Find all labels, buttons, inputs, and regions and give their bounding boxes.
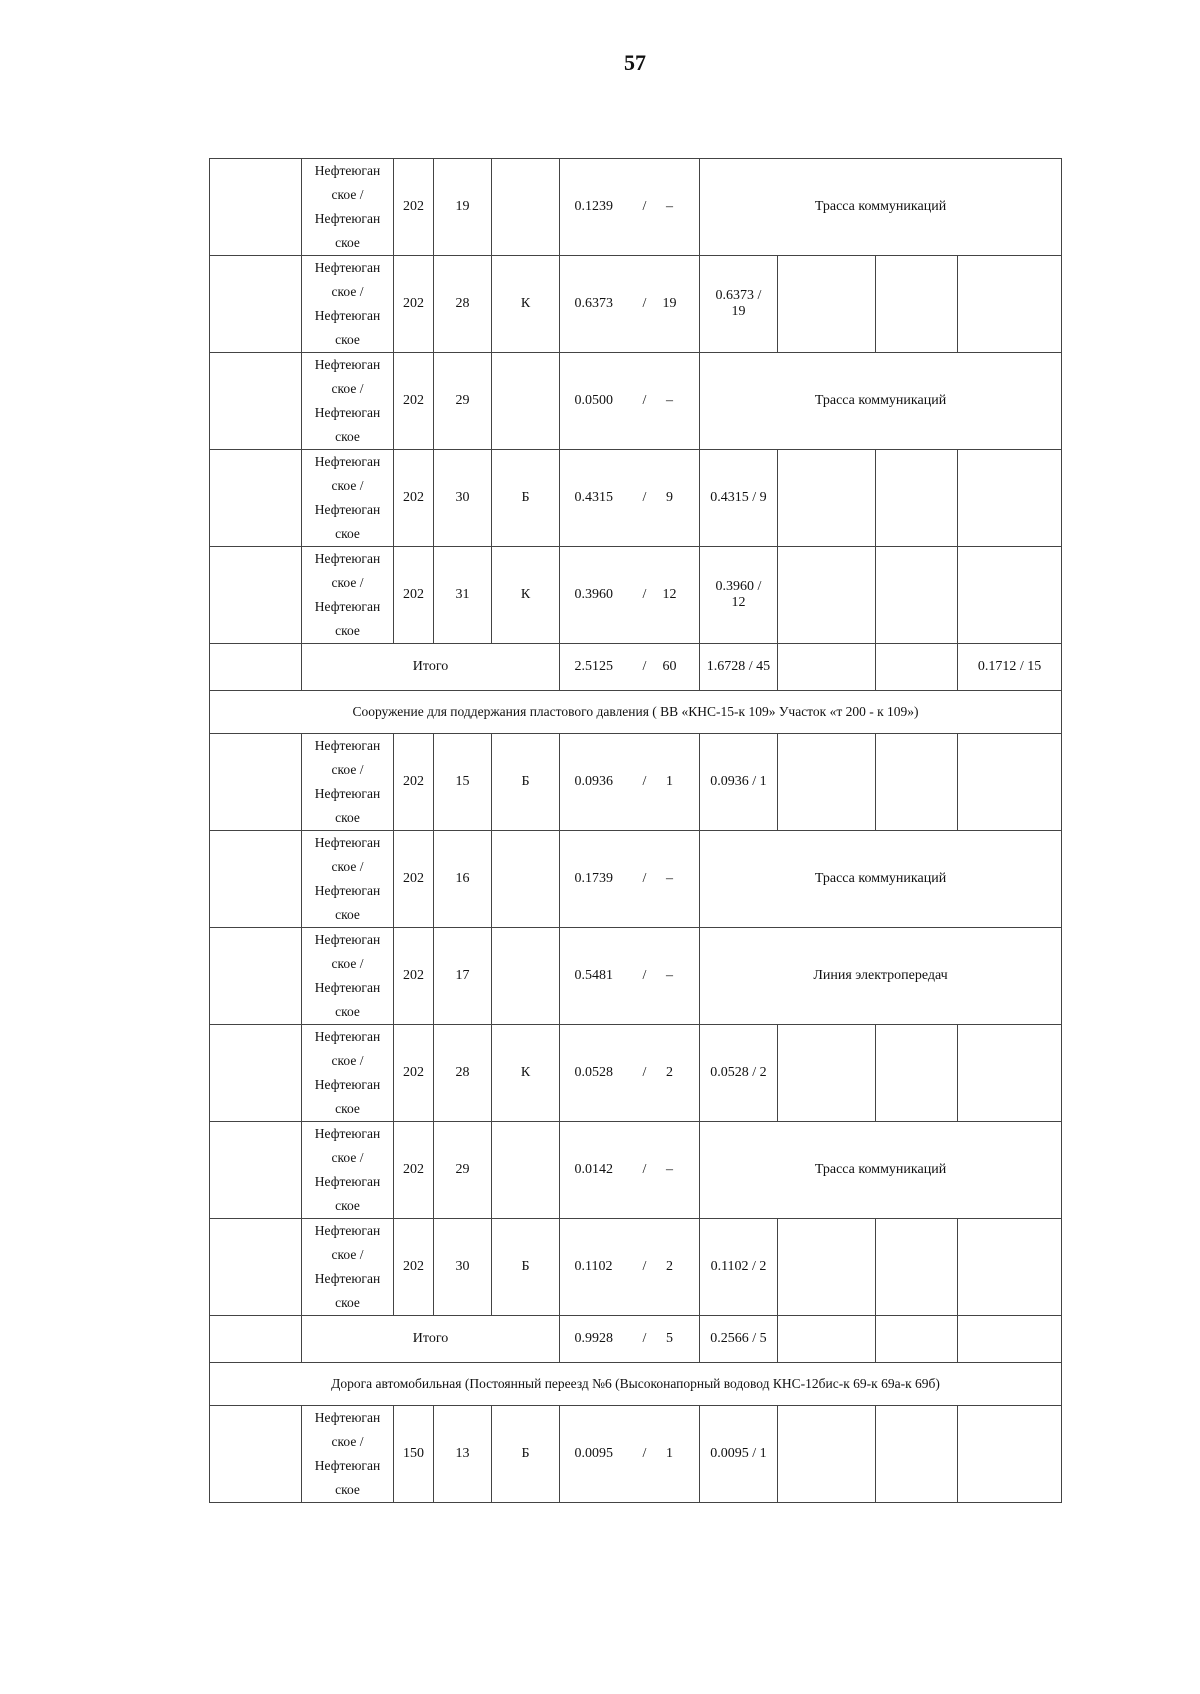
- forestry-name-line: Нефтеюган: [314, 260, 381, 275]
- category-4-value: 0.1712 / 15: [958, 644, 1062, 691]
- quarter-number: 150: [394, 1406, 434, 1503]
- area-value: 0.0936: [574, 774, 613, 789]
- forestry-name-line: Нефтеюган: [314, 211, 381, 226]
- table-row: [210, 734, 1062, 831]
- area-separator: /: [642, 296, 647, 311]
- empty-cell: [210, 547, 302, 644]
- area-separator: /: [642, 490, 647, 505]
- area-cell: [560, 1122, 700, 1219]
- table-row: [210, 159, 1062, 256]
- area-cell: [560, 928, 700, 1025]
- forestry-name-line: ское: [335, 907, 360, 922]
- empty-cell: [210, 928, 302, 1025]
- tree-count: 12: [662, 587, 677, 602]
- quarter-number: 202: [394, 547, 434, 644]
- category-4-value: [958, 1316, 1062, 1363]
- category-2-value: [778, 1316, 876, 1363]
- forestry-name-line: ское: [335, 429, 360, 444]
- forestry-name-line: Нефтеюган: [314, 551, 381, 566]
- section-title: Сооружение для поддержания пластового давления ( ВВ «КНС-15-к 109» Участок «т 200 - к 109»): [210, 691, 1062, 734]
- note: Линия электропередач: [700, 928, 1062, 1025]
- note: Трасса коммуникаций: [700, 831, 1062, 928]
- tree-count: 2: [666, 1259, 673, 1274]
- category-mark: Б: [492, 734, 560, 831]
- forestry-name-line: ское: [335, 810, 360, 825]
- tree-count: –: [666, 393, 673, 408]
- quarter-number: 202: [394, 1025, 434, 1122]
- category-2-value: [778, 734, 876, 831]
- area-value: 0.0142: [574, 1162, 613, 1177]
- area-cell: [560, 1406, 700, 1503]
- category-1-value: 0.0528 / 2: [700, 1025, 778, 1122]
- category-2-value: [778, 644, 876, 691]
- empty-cell: [210, 831, 302, 928]
- forestry-name-line: Нефтеюган: [314, 835, 381, 850]
- table-row: [210, 256, 1062, 353]
- category-1-value: 0.0936 / 1: [700, 734, 778, 831]
- forestry-name-line: ское: [335, 1101, 360, 1116]
- total-row: [210, 1316, 1062, 1363]
- forestry-name: [302, 353, 394, 450]
- forestry-name-line: ское: [335, 235, 360, 250]
- allotment-table: [209, 158, 1062, 1503]
- forestry-name-line: Нефтеюган: [314, 980, 381, 995]
- forestry-name: [302, 256, 394, 353]
- forestry-name-line: Нефтеюган: [314, 1223, 381, 1238]
- tree-count: 1: [666, 774, 673, 789]
- forestry-name-line: ское /: [331, 1150, 364, 1165]
- allotment-number: 15: [434, 734, 492, 831]
- empty-cell: [210, 1406, 302, 1503]
- allotment-number: 17: [434, 928, 492, 1025]
- area-cell: [560, 1025, 700, 1122]
- quarter-number: 202: [394, 928, 434, 1025]
- table-row: [210, 353, 1062, 450]
- area-separator: /: [642, 1162, 647, 1177]
- forestry-name-line: ское /: [331, 1434, 364, 1449]
- area-cell: [560, 831, 700, 928]
- forestry-name-line: Нефтеюган: [314, 308, 381, 323]
- category-mark: К: [492, 1025, 560, 1122]
- empty-cell: [210, 1122, 302, 1219]
- forestry-name: [302, 928, 394, 1025]
- table-row: [210, 1406, 1062, 1503]
- table-row: [210, 831, 1062, 928]
- area-separator: /: [642, 199, 647, 214]
- area-value: 0.4315: [574, 490, 613, 505]
- allotment-number: 19: [434, 159, 492, 256]
- forestry-name-line: ское /: [331, 187, 364, 202]
- forestry-name-line: Нефтеюган: [314, 1029, 381, 1044]
- category-3-value: [876, 644, 958, 691]
- quarter-number: 202: [394, 831, 434, 928]
- empty-cell: [210, 256, 302, 353]
- forestry-name-line: Нефтеюган: [314, 1410, 381, 1425]
- forestry-name: [302, 547, 394, 644]
- empty-cell: [210, 450, 302, 547]
- note: Трасса коммуникаций: [700, 159, 1062, 256]
- area-cell: [560, 1316, 700, 1363]
- category-mark: [492, 928, 560, 1025]
- forestry-name-line: Нефтеюган: [314, 163, 381, 178]
- area-cell: [560, 644, 700, 691]
- forestry-name-line: Нефтеюган: [314, 502, 381, 517]
- allotment-number: 30: [434, 1219, 492, 1316]
- category-1-value: 0.1102 / 2: [700, 1219, 778, 1316]
- section-row: [210, 1363, 1062, 1406]
- forestry-name-line: ское /: [331, 478, 364, 493]
- table-row: [210, 547, 1062, 644]
- forestry-name: [302, 734, 394, 831]
- table-body: [210, 159, 1062, 1503]
- table-row: [210, 1219, 1062, 1316]
- tree-count: 1: [666, 1446, 673, 1461]
- category-1-value: 0.2566 / 5: [700, 1316, 778, 1363]
- area-separator: /: [642, 1065, 647, 1080]
- forestry-name-line: ское /: [331, 762, 364, 777]
- area-separator: /: [642, 871, 647, 886]
- empty-cell: [210, 159, 302, 256]
- category-3-value: [876, 1219, 958, 1316]
- area-separator: /: [642, 393, 647, 408]
- area-value: 0.5481: [574, 968, 613, 983]
- category-mark: Б: [492, 450, 560, 547]
- area-cell: [560, 1219, 700, 1316]
- forestry-name-line: Нефтеюган: [314, 738, 381, 753]
- quarter-number: 202: [394, 734, 434, 831]
- table-row: [210, 1025, 1062, 1122]
- forestry-name: [302, 831, 394, 928]
- total-label: Итого: [302, 1316, 560, 1363]
- category-4-value: [958, 547, 1062, 644]
- forestry-name-line: ское: [335, 1482, 360, 1497]
- area-cell: [560, 547, 700, 644]
- table-row: [210, 450, 1062, 547]
- category-mark: [492, 831, 560, 928]
- category-4-value: [958, 1219, 1062, 1316]
- category-2-value: [778, 547, 876, 644]
- forestry-name-line: ское /: [331, 381, 364, 396]
- total-row: [210, 644, 1062, 691]
- category-3-value: [876, 1406, 958, 1503]
- forestry-name-line: ское /: [331, 1053, 364, 1068]
- quarter-number: 202: [394, 1219, 434, 1316]
- category-1-value: 1.6728 / 45: [700, 644, 778, 691]
- tree-count: 19: [662, 296, 677, 311]
- tree-count: 60: [662, 659, 677, 674]
- forestry-name-line: Нефтеюган: [314, 1271, 381, 1286]
- category-4-value: [958, 734, 1062, 831]
- forestry-name-line: ское /: [331, 956, 364, 971]
- forestry-name-line: ское: [335, 332, 360, 347]
- forestry-name-line: ское: [335, 1198, 360, 1213]
- forestry-name: [302, 1025, 394, 1122]
- empty-cell: [210, 1316, 302, 1363]
- forestry-name-line: ское: [335, 1295, 360, 1310]
- category-mark: К: [492, 256, 560, 353]
- forestry-name-line: Нефтеюган: [314, 1458, 381, 1473]
- empty-cell: [210, 353, 302, 450]
- category-3-value: [876, 734, 958, 831]
- category-4-value: [958, 450, 1062, 547]
- empty-cell: [210, 1219, 302, 1316]
- forestry-name-line: ское: [335, 623, 360, 638]
- allotment-number: 29: [434, 353, 492, 450]
- forestry-name-line: ское /: [331, 1247, 364, 1262]
- allotment-number: 31: [434, 547, 492, 644]
- area-value: 0.1102: [574, 1259, 613, 1274]
- area-value: 0.1739: [574, 871, 613, 886]
- forestry-name: [302, 159, 394, 256]
- area-separator: /: [642, 1331, 647, 1346]
- tree-count: 2: [666, 1065, 673, 1080]
- table-row: [210, 928, 1062, 1025]
- area-separator: /: [642, 659, 647, 674]
- area-separator: /: [642, 587, 647, 602]
- category-3-value: [876, 256, 958, 353]
- forestry-name-line: Нефтеюган: [314, 599, 381, 614]
- category-1-value: 0.0095 / 1: [700, 1406, 778, 1503]
- category-2-value: [778, 1406, 876, 1503]
- area-cell: [560, 734, 700, 831]
- quarter-number: 202: [394, 159, 434, 256]
- category-4-value: [958, 256, 1062, 353]
- area-cell: [560, 353, 700, 450]
- forestry-name-line: Нефтеюган: [314, 357, 381, 372]
- tree-count: –: [666, 1162, 673, 1177]
- tree-count: 9: [666, 490, 673, 505]
- allotment-number: 28: [434, 256, 492, 353]
- forestry-name-line: Нефтеюган: [314, 932, 381, 947]
- category-1-value: 0.6373 / 19: [700, 256, 778, 353]
- empty-cell: [210, 644, 302, 691]
- category-mark: К: [492, 547, 560, 644]
- category-mark: [492, 1122, 560, 1219]
- category-1-value: 0.3960 / 12: [700, 547, 778, 644]
- area-cell: [560, 450, 700, 547]
- tree-count: –: [666, 199, 673, 214]
- page-number: 57: [624, 50, 646, 75]
- forestry-name-line: ское /: [331, 575, 364, 590]
- area-value: 0.3960: [574, 587, 613, 602]
- empty-cell: [210, 734, 302, 831]
- tree-count: –: [666, 871, 673, 886]
- tree-count: –: [666, 968, 673, 983]
- category-3-value: [876, 547, 958, 644]
- forestry-name-line: ское /: [331, 284, 364, 299]
- quarter-number: 202: [394, 1122, 434, 1219]
- area-value: 0.6373: [574, 296, 613, 311]
- forestry-name: [302, 1122, 394, 1219]
- allotment-number: 13: [434, 1406, 492, 1503]
- category-mark: [492, 159, 560, 256]
- forestry-name-line: ское: [335, 1004, 360, 1019]
- allotment-number: 16: [434, 831, 492, 928]
- area-value: 2.5125: [574, 659, 613, 674]
- forestry-name-line: ское /: [331, 859, 364, 874]
- forestry-name: [302, 450, 394, 547]
- forestry-name: [302, 1406, 394, 1503]
- quarter-number: 202: [394, 353, 434, 450]
- forestry-name-line: Нефтеюган: [314, 405, 381, 420]
- quarter-number: 202: [394, 450, 434, 547]
- area-value: 0.0095: [574, 1446, 613, 1461]
- area-cell: [560, 159, 700, 256]
- forestry-name-line: Нефтеюган: [314, 883, 381, 898]
- forestry-name-line: Нефтеюган: [314, 1126, 381, 1141]
- area-separator: /: [642, 1446, 647, 1461]
- category-2-value: [778, 1025, 876, 1122]
- forestry-name-line: Нефтеюган: [314, 1077, 381, 1092]
- forestry-name-line: Нефтеюган: [314, 1174, 381, 1189]
- category-mark: Б: [492, 1219, 560, 1316]
- category-mark: Б: [492, 1406, 560, 1503]
- table-row: [210, 1122, 1062, 1219]
- area-value: 0.9928: [574, 1331, 613, 1346]
- allotment-number: 28: [434, 1025, 492, 1122]
- note: Трасса коммуникаций: [700, 353, 1062, 450]
- area-separator: /: [642, 1259, 647, 1274]
- forestry-name-line: Нефтеюган: [314, 786, 381, 801]
- tree-count: 5: [666, 1331, 673, 1346]
- category-3-value: [876, 1025, 958, 1122]
- area-cell: [560, 256, 700, 353]
- forestry-name: [302, 1219, 394, 1316]
- category-3-value: [876, 450, 958, 547]
- section-title: Дорога автомобильная (Постоянный переезд №6 (Высоконапорный водовод КНС-12бис-к 69-к 69а-к 69б): [210, 1363, 1062, 1406]
- category-2-value: [778, 1219, 876, 1316]
- category-4-value: [958, 1406, 1062, 1503]
- category-3-value: [876, 1316, 958, 1363]
- category-2-value: [778, 450, 876, 547]
- area-value: 0.1239: [574, 199, 613, 214]
- area-separator: /: [642, 774, 647, 789]
- allotment-number: 29: [434, 1122, 492, 1219]
- quarter-number: 202: [394, 256, 434, 353]
- area-value: 0.0528: [574, 1065, 613, 1080]
- section-row: [210, 691, 1062, 734]
- empty-cell: [210, 1025, 302, 1122]
- forestry-name-line: Нефтеюган: [314, 454, 381, 469]
- forestry-name-line: ское: [335, 526, 360, 541]
- category-2-value: [778, 256, 876, 353]
- total-label: Итого: [302, 644, 560, 691]
- note: Трасса коммуникаций: [700, 1122, 1062, 1219]
- allotment-number: 30: [434, 450, 492, 547]
- category-mark: [492, 353, 560, 450]
- category-1-value: 0.4315 / 9: [700, 450, 778, 547]
- area-value: 0.0500: [574, 393, 613, 408]
- area-separator: /: [642, 968, 647, 983]
- category-4-value: [958, 1025, 1062, 1122]
